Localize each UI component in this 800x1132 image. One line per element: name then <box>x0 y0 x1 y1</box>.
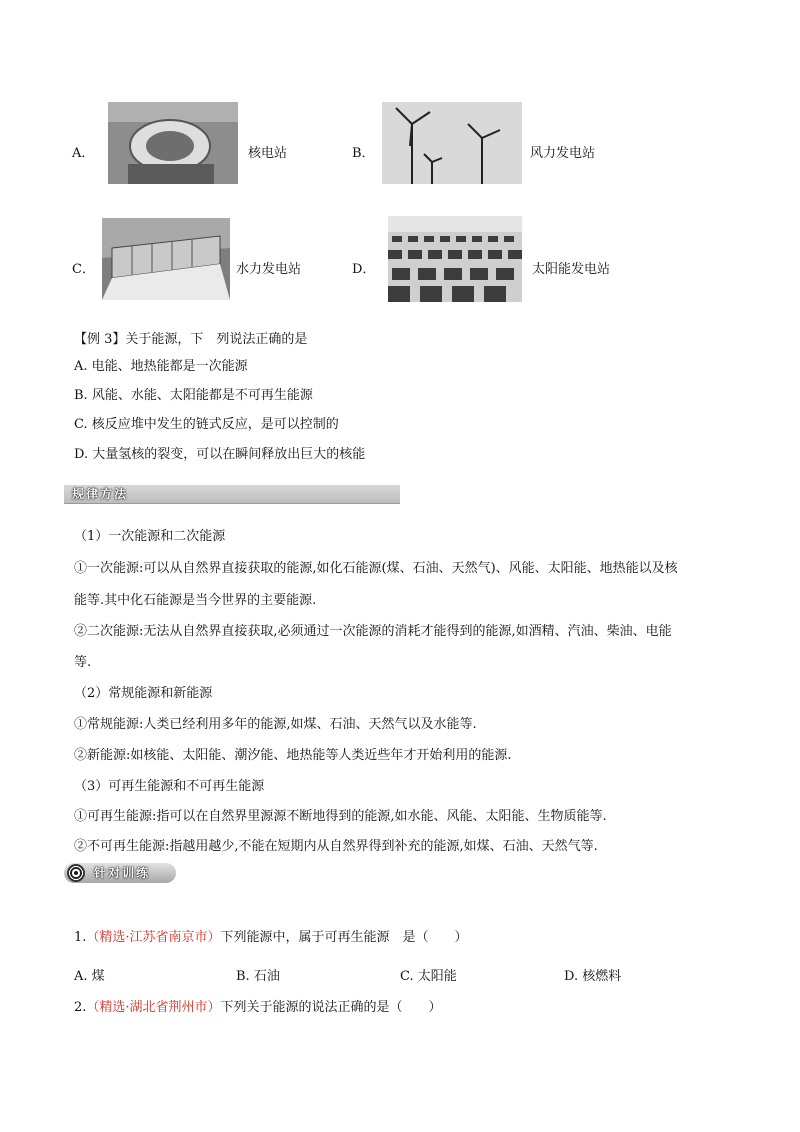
option-d-caption: 太阳能发电站 <box>532 262 611 277</box>
method-line: ①一次能源:可以从自然界直接获取的能源,如化石能源(煤、石油、天然气)、风能、太阳能、地热能以及核 <box>74 561 678 576</box>
target-icon <box>67 864 85 882</box>
question-1 <box>74 929 468 947</box>
example-3-option-a: A. 电能、地热能都是一次能源 <box>74 359 248 374</box>
method-banner-label: 规律方法 <box>72 487 129 501</box>
question-1-option-d: D. 核燃料 <box>564 969 622 984</box>
method-line: ②二次能源:无法从自然界直接获取,必须通过一次能源的消耗才能得到的能源,如酒精、汽油、柴油、电能 <box>74 624 672 639</box>
nuclear-plant-photo <box>108 102 238 184</box>
option-a-caption: 核电站 <box>248 146 288 161</box>
training-banner <box>64 863 176 883</box>
question-1-option-c: C. 太阳能 <box>400 969 457 984</box>
example-3-title: 【例 3】关于能源，下 列说法正确的是 <box>74 332 308 347</box>
question-1-stem: 下列能源中，属于可再生能源 是（ ） <box>220 930 468 945</box>
method-heading-2: （2）常规能源和新能源 <box>74 686 213 701</box>
option-b-caption: 风力发电站 <box>530 146 596 161</box>
question-2-number: 2. <box>74 1000 87 1015</box>
training-banner-label: 针对训练 <box>94 866 151 880</box>
solar-field-photo <box>388 216 522 302</box>
method-banner <box>64 485 400 504</box>
wind-turbine-photo <box>382 102 522 184</box>
example-3-option-b: B. 风能、水能、太阳能都是不可再生能源 <box>74 388 313 403</box>
method-line: ①可再生能源:指可以在自然界里源源不断地得到的能源,如水能、风能、太阳能、生物质能等. <box>74 809 607 824</box>
option-c-letter: C． <box>72 262 95 277</box>
option-b-letter: B． <box>352 146 375 161</box>
method-line: 等. <box>74 655 92 670</box>
hydro-dam-photo <box>102 218 230 300</box>
method-heading-1: （1）一次能源和二次能源 <box>74 529 226 544</box>
method-line: ②新能源:如核能、太阳能、潮汐能、地热能等人类近些年才开始利用的能源. <box>74 748 512 763</box>
example-3-option-d: D. 大量氢核的裂变，可以在瞬间释放出巨大的核能 <box>74 447 366 462</box>
question-2 <box>74 999 442 1017</box>
question-1-source: （精选·江苏省南京市） <box>86 930 221 945</box>
method-heading-3: （3）可再生能源和不可再生能源 <box>74 779 265 794</box>
option-d-letter: D． <box>352 262 376 277</box>
question-2-source: （精选·湖北省荆州市） <box>86 1000 221 1015</box>
question-1-option-b: B. 石油 <box>236 969 280 984</box>
method-line: ②不可再生能源:指越用越少,不能在短期内从自然界得到补充的能源,如煤、石油、天然气等. <box>74 839 598 854</box>
method-line: 能等.其中化石能源是当今世界的主要能源. <box>74 593 317 608</box>
question-2-stem: 下列关于能源的说法正确的是（ ） <box>220 1000 442 1015</box>
question-1-number: 1. <box>74 930 87 945</box>
method-line: ①常规能源:人类已经利用多年的能源,如煤、石油、天然气以及水能等. <box>74 717 477 732</box>
example-3-option-c: C. 核反应堆中发生的链式反应，是可以控制的 <box>74 417 339 432</box>
question-1-option-a: A. 煤 <box>74 969 105 984</box>
option-a-letter: A． <box>72 146 95 161</box>
option-c-caption: 水力发电站 <box>236 262 302 277</box>
